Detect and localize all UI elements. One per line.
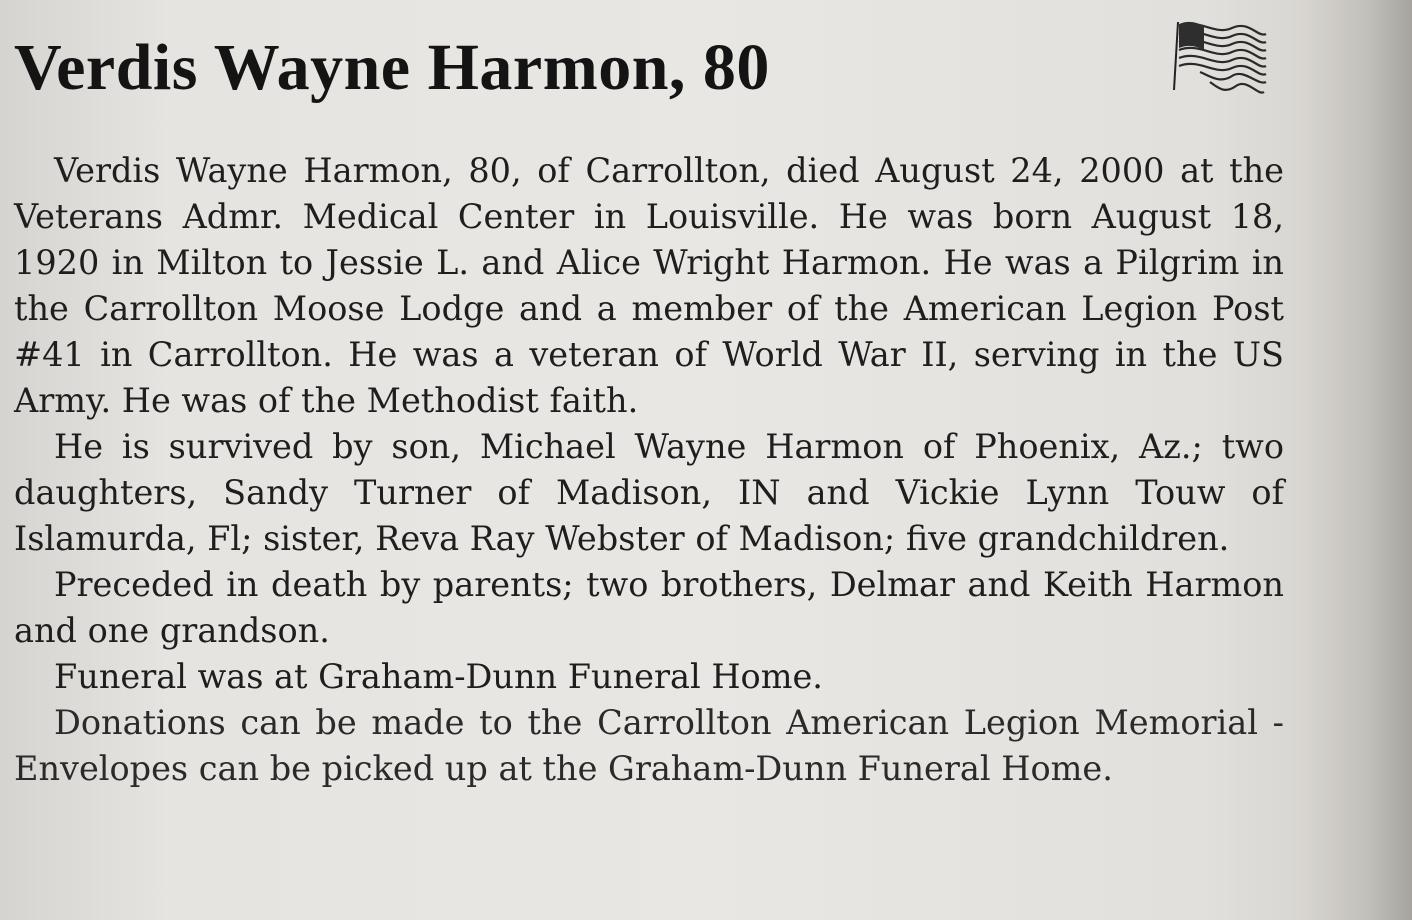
paragraph-survivors: He is survived by son, Michael Wayne Harmon of Phoenix, Az.; two daughters, Sandy Turner of Madison, IN and Vickie Lynn Touw of Islamurda, Fl; sister, Reva Ray Webster of Madison; five grandchildren. [14, 427, 1284, 558]
flag-canton [1179, 22, 1204, 50]
paragraph-preceded: Preceded in death by parents; two brothers, Delmar and Keith Harmon and one grandson. [14, 565, 1284, 650]
paragraph-funeral: Funeral was at Graham-Dunn Funeral Home. [54, 657, 823, 696]
paragraph-donations: Donations can be made to the Carrollton American Legion Memorial - Envelopes can be picked up at the Graham-Dunn Funeral Home. [14, 703, 1284, 788]
paragraph-biography: Verdis Wayne Harmon, 80, of Carrollton, died August 24, 2000 at the Veterans Admr. Medical Center in Louisville. He was born August 18, 1920 in Milton to Jessie L. and Alice Wright Harmon. He was a Pilgrim in the Carrollton Moose Lodge and a member of the American Legion Post #41 in Carrollton. He was a veteran of World War II, serving in the US Army. He was of the Methodist faith. [14, 151, 1284, 420]
flag-pole [1174, 22, 1178, 90]
american-flag-icon [1170, 14, 1270, 104]
obituary-headline: Verdis Wayne Harmon, 80 [14, 31, 770, 104]
obituary-body [14, 148, 1284, 792]
page-edge-shadow [1302, 0, 1412, 920]
